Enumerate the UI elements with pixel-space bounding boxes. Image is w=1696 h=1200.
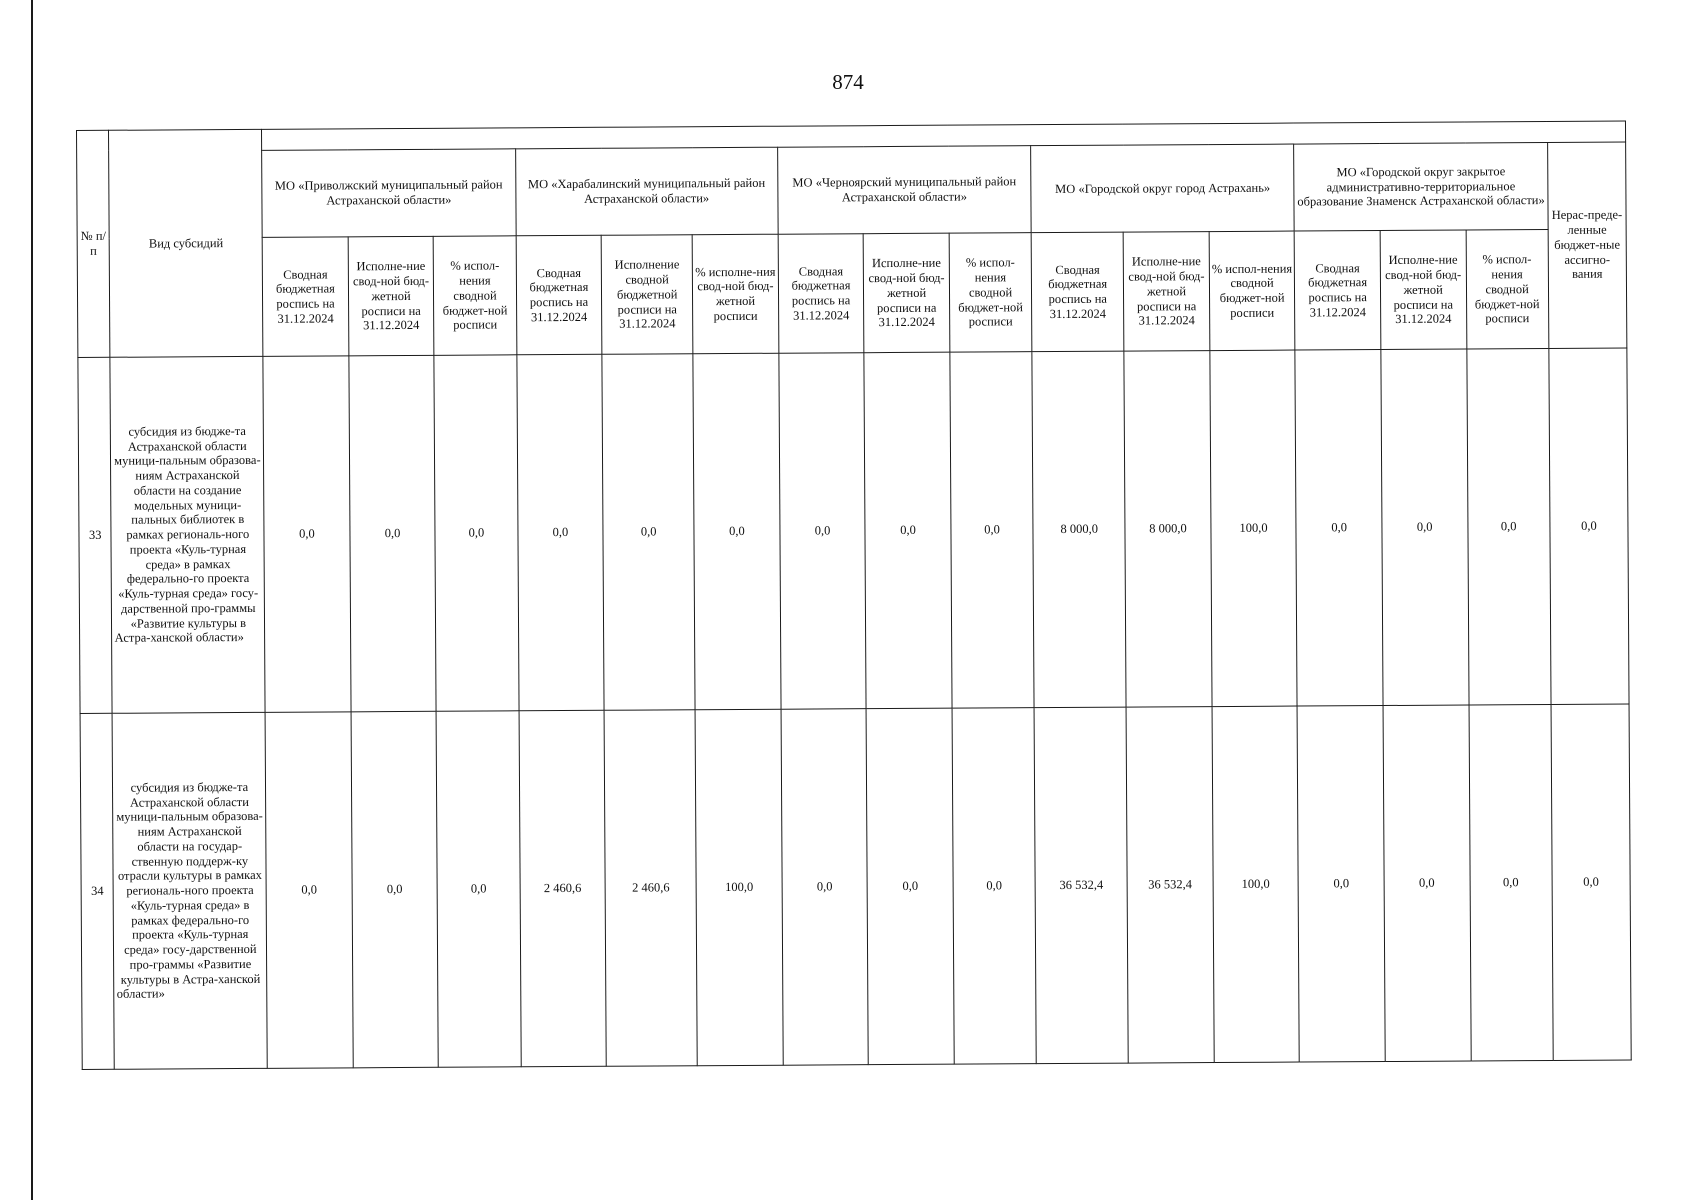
- subcol-header: Сводная бюджетная роспись на 31.12.2024: [1031, 232, 1124, 351]
- row-number: 34: [80, 713, 115, 1069]
- subcol-header: Сводная бюджетная роспись на 31.12.2024: [516, 236, 602, 355]
- value-cell: 0,0: [864, 352, 952, 709]
- value-cell: 0,0: [1381, 349, 1469, 706]
- subcol-header: Исполне-ние свод-ной бюд-жетной росписи на 31.12.2024: [1123, 232, 1209, 351]
- group-header-kharabalinsky: МО «Харабалинский муниципальный район Астраханской области»: [515, 147, 778, 236]
- value-cell: 0,0: [1295, 350, 1383, 707]
- unallocated-cell: 0,0: [1549, 348, 1629, 704]
- subcol-header: % испол-нения сводной бюджет-ной росписи: [1466, 230, 1549, 349]
- value-cell: 0,0: [1466, 348, 1550, 704]
- value-cell: 36 532,4: [1034, 707, 1128, 1064]
- subcol-header: Исполне-ние свод-ной бюд-жетной росписи на 31.12.2024: [1380, 230, 1466, 349]
- binding-margin-line: [31, 0, 33, 1200]
- header-row-subcolumns: [77, 229, 1627, 357]
- subcol-header: Исполне-ние свод-ной бюд-жетной росписи на 31.12.2024: [348, 237, 434, 356]
- value-cell: 0,0: [1469, 704, 1553, 1061]
- value-cell: 0,0: [263, 356, 351, 713]
- value-cell: 0,0: [1383, 705, 1471, 1062]
- group-header-chernoyarsky: МО «Черноярский муниципальный район Астраханской области»: [777, 145, 1031, 234]
- header-row-groups: [77, 142, 1627, 239]
- value-cell: 0,0: [351, 711, 439, 1068]
- unallocated-cell: 0,0: [1551, 704, 1631, 1061]
- subcol-header: % испол-нения сводной бюджет-ной росписи: [949, 233, 1032, 352]
- table-row: [78, 348, 1629, 713]
- group-header-znamensk: МО «Городской округ закрытое административно-территориальное образование Знаменск Астраханской области»: [1294, 142, 1548, 231]
- value-cell: 0,0: [436, 711, 520, 1068]
- subcol-header: % испол-нения сводной бюджет-ной росписи: [1209, 231, 1295, 350]
- value-cell: 100,0: [695, 709, 783, 1066]
- value-cell: 0,0: [602, 354, 695, 711]
- value-cell: 100,0: [1212, 706, 1300, 1063]
- value-cell: 0,0: [779, 353, 867, 710]
- group-header-astrakhan-city: МО «Городской округ город Астрахань»: [1031, 144, 1295, 233]
- value-cell: 2 460,6: [519, 710, 607, 1067]
- value-cell: 8 000,0: [1124, 351, 1212, 708]
- value-cell: 100,0: [1210, 350, 1298, 707]
- value-cell: 36 532,4: [1126, 707, 1214, 1064]
- value-cell: 0,0: [265, 712, 353, 1069]
- value-cell: 0,0: [781, 709, 869, 1066]
- num-column-header: № п/п: [77, 130, 111, 357]
- value-cell: 0,0: [349, 355, 437, 712]
- subcol-header: Сводная бюджетная роспись на 31.12.2024: [1295, 231, 1381, 350]
- value-cell: 0,0: [517, 354, 605, 711]
- value-cell: 2 460,6: [604, 710, 697, 1067]
- unallocated-header: Нерас-преде-ленные бюджет-ные ассигно-вания: [1547, 142, 1626, 349]
- value-cell: 0,0: [866, 708, 954, 1065]
- value-cell: 8 000,0: [1032, 351, 1126, 708]
- value-cell: 0,0: [693, 353, 781, 710]
- value-cell: 0,0: [952, 708, 1036, 1065]
- row-number: 33: [78, 357, 113, 713]
- subsidy-description: субсидия из бюдже-та Астраханской области муници-пальным образова-ниям Астраханской области на создание модельных муници-пальных библиотек в рамках региональ-ного проекта «Куль-турная среда» в рамках федерально-го проекта «Куль-турная среда» госу-дарственной про-граммы «Развитие культуры в Астра-ханской области»: [110, 356, 265, 713]
- group-header-privolzhsky: МО «Приволжский муниципальный район Астраханской области»: [262, 148, 516, 237]
- subcol-header: % испол-нения сводной бюджет-ной росписи: [433, 236, 516, 355]
- type-column-header: Вид субсидий: [109, 129, 263, 357]
- subcol-header: Исполне-ние свод-ной бюд-жетной росписи на 31.12.2024: [863, 233, 949, 352]
- table-row: [80, 704, 1631, 1069]
- value-cell: 0,0: [434, 355, 518, 711]
- value-cell: 0,0: [950, 352, 1034, 708]
- subcol-header: Исполнение сводной бюджетной росписи на 31.12.2024: [601, 235, 693, 354]
- value-cell: 0,0: [1297, 705, 1385, 1062]
- subsidy-description: субсидия из бюдже-та Астраханской области муници-пальным образова-ниям Астраханской области на государ-ственную поддерж-ку отрасли культуры в рамках региональ-ного проекта «Куль-турная среда» в рамках федерально-го проекта «Куль-турная среда» госу-дарственной про-граммы «Развитие культуры в Астра-ханской области»: [113, 712, 268, 1069]
- subsidy-table: [76, 121, 1632, 1070]
- subcol-header: Сводная бюджетная роспись на 31.12.2024: [778, 234, 864, 353]
- subcol-header: Сводная бюджетная роспись на 31.12.2024: [262, 237, 348, 356]
- subcol-header: % исполне-ния свод-ной бюд-жетной росписи: [692, 235, 778, 354]
- page-number: 874: [832, 70, 864, 94]
